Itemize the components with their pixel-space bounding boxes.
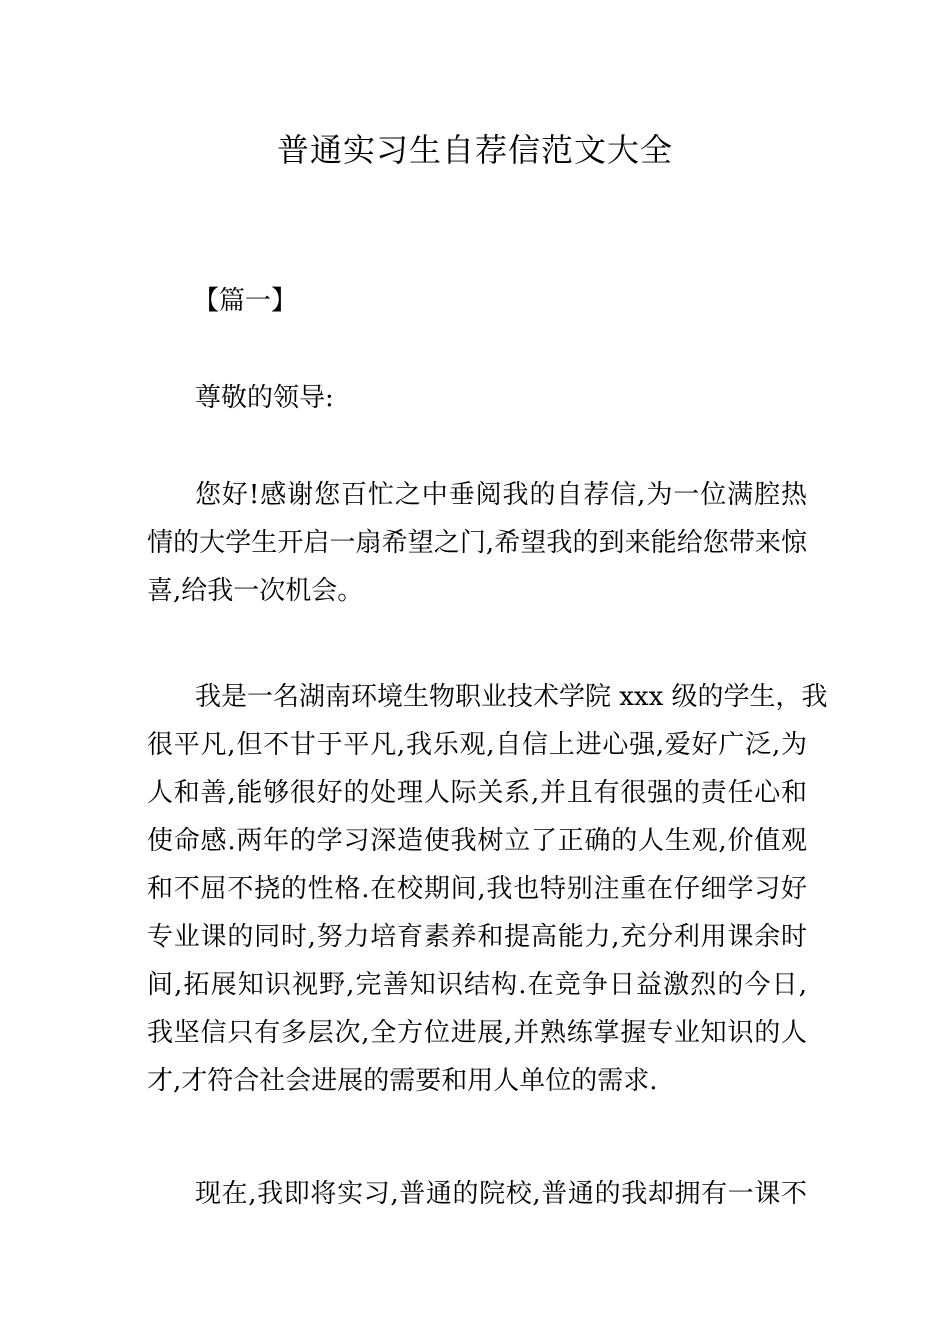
paragraph-3 — [147, 1170, 807, 1218]
paragraph-line: 专业课的同时,努力培育素养和提高能力,充分利用课余时 — [147, 922, 807, 952]
paragraph-line: 使命感.两年的学习深造使我树立了正确的人生观,价值观 — [147, 826, 807, 856]
paragraph-line: 现在,我即将实习,普通的院校,普通的我却拥有一课不 — [195, 1179, 807, 1209]
paragraph-1 — [147, 471, 807, 615]
paragraph-line: 才,才符合社会进展的需要和用人单位的需求. — [147, 1066, 658, 1096]
paragraph-line: 很平凡,但不甘于平凡,我乐观,自信上进心强,爱好广泛,为 — [147, 730, 807, 760]
paragraph-line: 人和善,能够很好的处理人际关系,并且有很强的责任心和 — [147, 778, 807, 808]
paragraph-line: 喜,给我一次机会。 — [147, 576, 364, 606]
paragraph-2 — [147, 673, 828, 1105]
paragraph-line: 我坚信只有多层次,全方位进展,并熟练掌握专业知识的人 — [147, 1018, 807, 1048]
paragraph-line: 我是一名湖南环境生物职业技术学院 xxx 级的学生，我 — [195, 682, 828, 712]
salutation-line: 尊敬的领导: — [195, 383, 334, 413]
paragraph-line: 间,拓展知识视野,完善知识结构.在竞争日益激烈的今日, — [147, 970, 807, 1000]
paragraph-line: 和不屈不挠的性格.在校期间,我也特别注重在仔细学习好 — [147, 874, 807, 904]
section-heading: 【篇一】 — [193, 286, 298, 316]
paragraph-line: 情的大学生开启一扇希望之门,希望我的到来能给您带来惊 — [147, 528, 807, 558]
salutation — [147, 374, 807, 422]
paragraph-line: 您好!感谢您百忙之中垂阅我的自荐信,为一位满腔热 — [195, 480, 807, 510]
document-title: 普通实习生自荐信范文大全 — [276, 131, 673, 169]
